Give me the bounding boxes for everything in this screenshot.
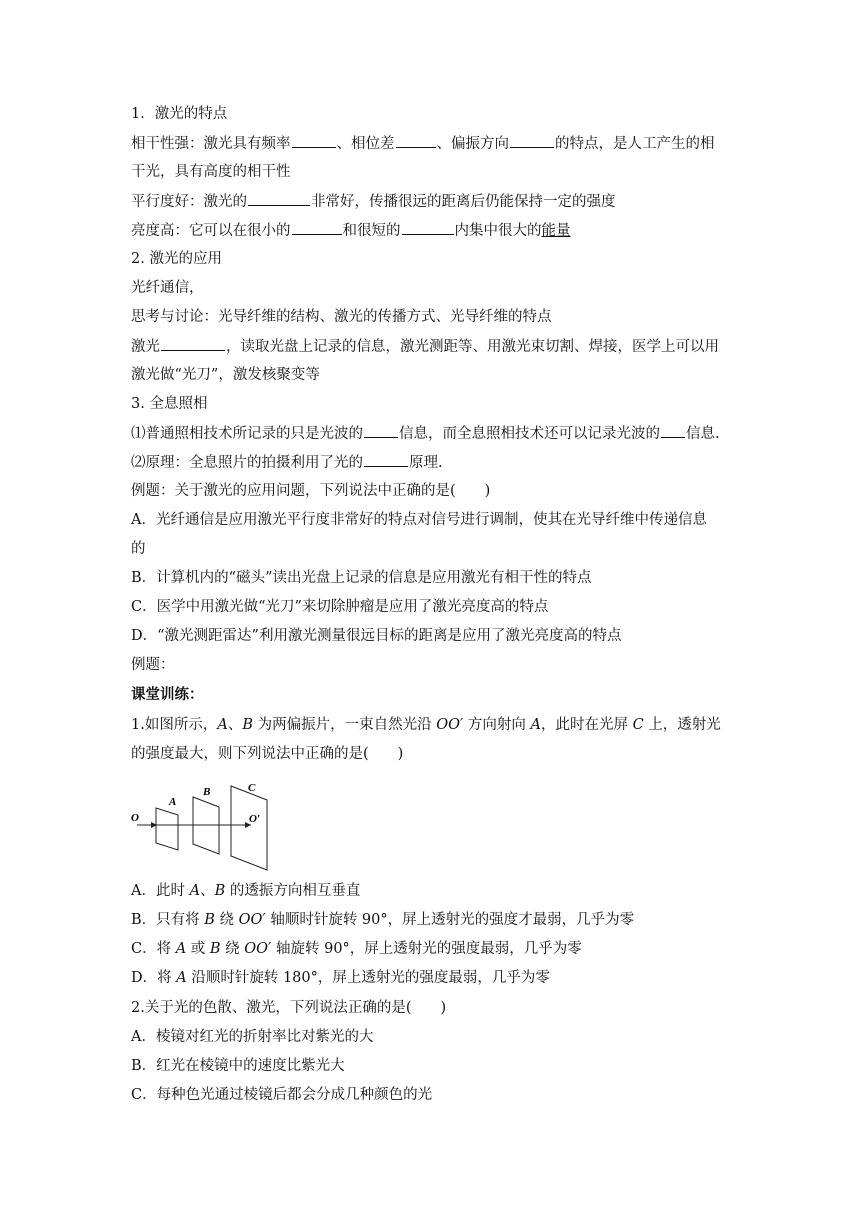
- brightness-line: 亮度高：它可以在很小的 和很短的 内集中很大的能量: [131, 220, 571, 241]
- practice-heading: 课堂训练：: [131, 686, 204, 703]
- example-2-label: 例题：: [131, 657, 175, 673]
- question-2-stem: 2.关于光的色散、激光，下列说法正确的是( ): [131, 1000, 447, 1016]
- question-1-option-c: C．将 A 或 B 绕 OO′ 轴旋转 90°，屏上透射光的强度最弱，几乎为零: [131, 941, 582, 957]
- blank: [396, 133, 436, 148]
- question-1-line-1: 1.如图所示，A、B 为两偏振片，一束自然光沿 OO′ 方向射向 A，此时在光屏 C 上，透射光: [131, 717, 721, 733]
- discussion-line: 思考与讨论：光导纤维的结构、激光的传播方式、光导纤维的特点: [131, 309, 552, 325]
- example-1-option-a-cont: 的: [131, 541, 146, 557]
- blank: [292, 133, 336, 148]
- label-c: C: [248, 782, 256, 794]
- question-1-option-a: A．此时 A、B 的透振方向相互垂直: [131, 883, 361, 899]
- example-1-option-d: D．“激光测距雷达”利用激光测量很远目标的距离是应用了激光亮度高的特点: [131, 628, 622, 644]
- example-1-stem: 例题：关于激光的应用问题，下列说法中正确的是( ): [131, 483, 491, 499]
- label-a: A: [169, 796, 177, 808]
- label-o: O: [131, 812, 139, 824]
- laser-line-1: 激光 ，读取光盘上记录的信息，激光测距等、用激光束切割、焊接，医学上可以用: [131, 336, 719, 357]
- polarizer-figure: [131, 780, 291, 872]
- holography-line-1: ⑴普通照相技术所记录的只是光波的 信息，而全息照相技术还可以记录光波的 信息.: [131, 423, 720, 444]
- fiber-line: 光纤通信，: [131, 280, 204, 296]
- question-1-option-d: D．将 A 沿顺时针旋转 180°，屏上透射光的强度最弱，几乎为零: [131, 970, 550, 986]
- question-2-option-c: C．每种色光通过棱镜后都会分成几种颜色的光: [131, 1087, 433, 1103]
- coherence-line-1: 相干性强：激光具有频率 、相位差 、偏振方向 的特点，是人工产生的相: [131, 133, 715, 154]
- blank: [402, 220, 454, 235]
- blank: [248, 191, 310, 206]
- laser-line-2: 激光做“光刀”，激发核聚变等: [131, 367, 320, 383]
- question-1-line-2: 的强度最大，则下列说法中正确的是( ): [131, 746, 404, 762]
- blank: [292, 220, 342, 235]
- example-1-option-c: C．医学中用激光做“光刀”来切除肿瘤是应用了激光亮度高的特点: [131, 599, 549, 615]
- section-1-heading: 1．激光的特点: [131, 106, 228, 122]
- example-1-option-a: A．光纤通信是应用激光平行度非常好的特点对信号进行调制，使其在光导纤维中传递信息: [131, 512, 707, 528]
- polarizer-a: [156, 808, 178, 850]
- section-3-heading: 3. 全息照相: [131, 396, 208, 412]
- holography-line-2: ⑵原理：全息照片的拍摄利用了光的 原理.: [131, 452, 443, 473]
- blank: [510, 133, 554, 148]
- question-2-option-b: B．红光在棱镜中的速度比紫光大: [131, 1058, 345, 1074]
- section-2-heading: 2. 激光的应用: [131, 251, 222, 267]
- blank: [364, 423, 398, 438]
- parallel-line: 平行度好：激光的 非常好，传播很远的距离后仍能保持一定的强度: [131, 191, 616, 212]
- label-b: B: [203, 786, 211, 798]
- question-2-option-a: A．棱镜对红光的折射率比对紫光的大: [131, 1029, 374, 1045]
- screen-c: [231, 786, 267, 870]
- coherence-line-2: 干光，具有高度的相干性: [131, 164, 291, 180]
- blank: [161, 336, 225, 351]
- example-1-option-b: B．计算机内的“磁头”读出光盘上记录的信息是应用激光有相干性的特点: [131, 570, 592, 586]
- blank: [661, 423, 685, 438]
- blank: [364, 452, 408, 467]
- question-1-option-b: B．只有将 B 绕 OO′ 轴顺时针旋转 90°，屏上透射光的强度才最弱，几乎为零: [131, 912, 635, 928]
- label-o-prime: O′: [249, 813, 261, 825]
